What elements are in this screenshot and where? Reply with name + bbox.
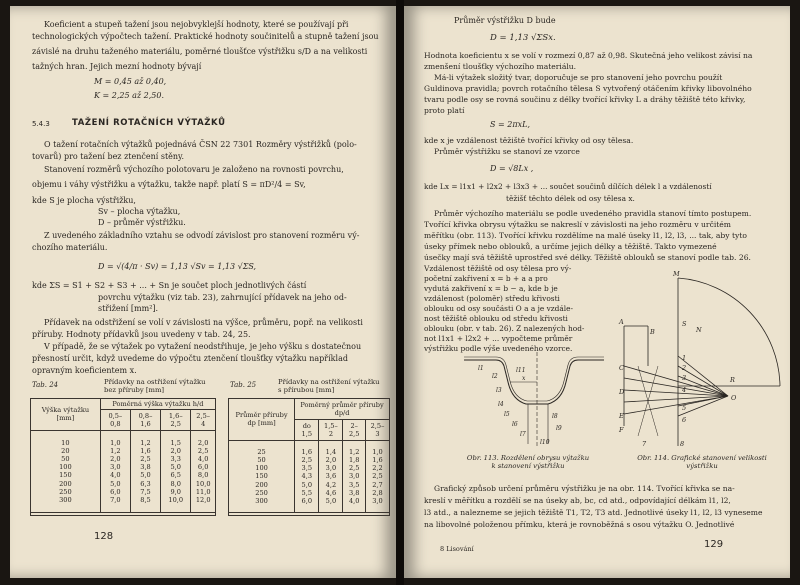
table-header: 2,5–3 [365, 419, 389, 440]
fig-label: F [619, 426, 624, 434]
table-column: 1,5 2,0 3,3 5,0 6,5 8,0 9,0 10,0 [161, 430, 191, 512]
fig-label: l8 [552, 413, 558, 420]
table-header: Poměrná výška výtažku h/d [100, 399, 215, 410]
table-24 [30, 398, 216, 516]
fig-label: l10 [540, 439, 550, 446]
page-number: 128 [94, 531, 114, 542]
page-number: 129 [704, 539, 724, 550]
right-page [404, 6, 790, 578]
paragraph-line: Sv – plocha výtažku, [98, 207, 181, 216]
fig-label: l5 [504, 411, 510, 418]
paragraph-line: Hodnota koeficientu x se volí v rozmezí 0,87 až 0,98. Skutečná jeho velikost závisí na [424, 51, 753, 60]
paragraph-line: V případě, že se výtažek po vytažení neodstřihuje, je jeho výšku s dostatečnou [44, 342, 362, 351]
fig-label: S [682, 320, 687, 328]
paragraph-line: Stanovení rozměrů výchozího polotovaru je založeno na rovnosti povrchu, [44, 165, 344, 174]
paragraph-line: objemu i váhy výstřižku a výtažku, takže např. platí S = πD²/4 = Sv, [32, 180, 306, 189]
formula: D = 1,13 √ΣSx. [490, 33, 556, 43]
paragraph-line: Guldinova pravidla; povrch rotačního tělesa S vytvořený otáčením křivky libovolného [424, 84, 752, 93]
fig-label: l11 [516, 367, 526, 374]
footer-signature: 8 Lisování [440, 545, 474, 553]
table-title: Přídavky na ostřižení výtažku [104, 378, 206, 386]
table-title: Přídavky na ostřižení výtažku [278, 378, 380, 386]
fig-label: 5 [682, 404, 687, 412]
paragraph-line: opravným koeficientem x. [32, 366, 137, 375]
paragraph-line: přesností určit, když uvedeme do výpočtu ztenčení tloušťky výtažku například [32, 354, 348, 363]
paragraph-line: vzdálenost (poloměr) středu křivosti [424, 294, 560, 303]
profile-curve-inner [464, 357, 604, 401]
figure-114 [618, 266, 786, 452]
table-title: bez příruby [mm] [104, 386, 165, 394]
paragraph-line: Má-li výtažek složitý tvar, doporučuje se pro stanovení jeho povrchu použít [434, 73, 723, 82]
paragraph-line: úsečky mají svá těžiště uprostřed své délky. Těžiště oblouků se stanoví podle tab. 26. [424, 253, 751, 262]
paragraph-line: na libovolné položenou přímku, která je rovnoběžná s osou výtažku O. Jednotlivé [424, 520, 735, 529]
formula: S = 2πxL, [490, 120, 530, 129]
paragraph-line: úseky přímek nebo oblouků, a určíme jejich délky a těžiště. Takto vymezené [424, 242, 717, 251]
fig-label: x [522, 375, 526, 382]
fig-label: l2 [492, 373, 498, 380]
paragraph-line: Z uvedeného základního vztahu se odvodí závislost pro stanovení rozměru vý- [44, 231, 360, 240]
fig-label: N [696, 326, 702, 334]
fig-label: 8 [680, 440, 685, 448]
table-header: 2–2,5 [343, 419, 366, 440]
table-column: 1,0 1,6 2,2 2,5 2,7 2,8 3,0 [365, 440, 389, 512]
paragraph-line: oblouku (obr. v tab. 26). Z nalezených hod- [424, 324, 585, 333]
formula: K = 2,25 až 2,50. [94, 91, 165, 100]
paragraph-line: Průměr výstřižku D bude [454, 16, 556, 25]
table-header: 1,6–2,5 [161, 410, 191, 431]
book-gutter [396, 0, 404, 585]
fig-label: C [619, 364, 624, 372]
fig-label: 6 [682, 416, 687, 424]
table-header: 1,5–2 [319, 419, 343, 440]
fig-label: 3 [682, 374, 687, 382]
paragraph-line: početní zakřivení x = b + a a pro [424, 274, 548, 283]
table-column: 1,2 1,8 2,5 3,0 3,5 3,8 4,0 [343, 440, 366, 512]
fig-label: l4 [498, 401, 504, 408]
paragraph-line: Tvořící křivka obrysu výtažku se nakreslí v závislosti na jeho rozměru v určitém [424, 220, 731, 229]
fig-label: O [731, 394, 737, 402]
table-label: Tab. 24 [32, 381, 59, 389]
fig-label: l9 [556, 425, 562, 432]
table-25 [228, 398, 390, 516]
table-header: Výška výtažku [mm] [31, 399, 101, 431]
table-header: Poměrný průměr příruby dp/d [295, 399, 390, 420]
fig-label: D [619, 388, 625, 396]
formula: D = √(4/π · Sv) = 1,13 √Sv = 1,13 √ΣS, [98, 262, 257, 271]
paragraph-line: střižení [mm²]. [98, 304, 159, 313]
fig-label: l1 [478, 365, 484, 372]
paragraph-line: chozího materiálu. [32, 243, 108, 252]
paragraph-line: povrchu výtažku (viz tab. 23), zahrnující přídavek na jeho od- [98, 293, 347, 302]
arc-curve [678, 278, 780, 386]
table-column: 1,6 2,5 3,5 4,3 5,0 5,5 6,0 [295, 440, 319, 512]
paragraph-line: Průměr výstřižku se stanoví ze vzorce [434, 147, 580, 156]
figure-caption: Obr. 114. Grafické stanovení velikosti výstřižku [637, 454, 767, 470]
table-column: 1,4 2,0 3,0 3,6 4,2 4,6 5,0 [319, 440, 343, 512]
paragraph-line: měřítku (obr. 113). Tvořící křivku rozdělíme na malé úseky l1, l2, l3, ... tak, aby tyto [424, 231, 747, 240]
table-header: 0,8–1,6 [130, 410, 160, 431]
table-title: s přírubou [mm] [278, 386, 335, 394]
formula: M = 0,45 až 0,40, [94, 77, 167, 86]
fig-label: E [619, 412, 624, 420]
fig-label: A [619, 318, 624, 326]
table-header: Průměr příruby dp [mm] [229, 399, 295, 441]
table-header: 2,5–4 [191, 410, 216, 431]
left-page [10, 6, 396, 578]
formula: D = √8Lx , [490, 164, 534, 173]
paragraph-line: Vzdálenost těžiště od osy tělesa pro vý- [424, 264, 572, 273]
paragraph-line: tažných hran. Jejich mezní hodnoty bývají [32, 62, 202, 71]
paragraph-line: oblouku od osy součásti O a a je vzdále- [424, 304, 574, 313]
paragraph-line: tvaru podle osy se rovná součinu z délky tvořící křivky L a dráhy těžiště této křivky, [424, 95, 746, 104]
paragraph-line: kde Lx = l1x1 + l2x2 + l3x3 + ... součet součinů dílčích délek l a vzdáleností [424, 182, 712, 191]
table-header: do 1,5 [295, 419, 319, 440]
paragraph-line: technologických výpočtech tažení. Praktické hodnoty součinitelů a stupně tažení jsou [32, 32, 379, 41]
paragraph-line: závislé na druhu taženého materiálu, poměrné tloušťce výstřižku s/D a na velikosti [32, 47, 368, 56]
paragraph-line: Přídavek na odstřižení se volí v závislosti na výšce, průměru, popř. na velikosti [44, 318, 363, 327]
paragraph-line: kde ΣS = S1 + S2 + S3 + ... + Sn je součet ploch jednotlivých částí [32, 281, 307, 290]
paragraph-line: kreslí v měřítku a rozdělí se na úseky ab, bc, cd atd., odpovídající délkám l1, l2, [424, 496, 731, 505]
paragraph-line: O tažení rotačních výtažků pojednává ČSN 22 7301 Rozměry výstřižků (polo- [44, 140, 357, 149]
paragraph-line: l3 atd., a nalezneme se jejich těžiště T1, T2, T3 atd. Jednotlivé úseky l1, l2, l3 vyneseme [424, 508, 763, 517]
fig-label: l3 [496, 387, 502, 394]
paragraph-line: kde S je plocha výstřižku, [32, 196, 136, 205]
paragraph-line: Průměr výchozího materiálu se podle uvedeného pravidla stanoví tímto postupem. [434, 209, 752, 218]
paragraph-line: nost těžiště oblouku od středu křivosti [424, 314, 568, 323]
paragraph-line: Koeficient a stupeň tažení jsou nejobvyklejší hodnoty, které se používají při [44, 20, 349, 29]
paragraph-line: vydutá zakřivení x = b − a, kde b je [424, 284, 558, 293]
fig-label: B [650, 328, 655, 336]
fig-label: 2 [682, 364, 687, 372]
fig-label: 7 [642, 440, 647, 448]
paragraph-line: příruby. Hodnoty přídavků jsou uvedeny v tab. 24, 25. [32, 330, 251, 339]
fig-label: 4 [682, 386, 687, 394]
table-column: 25 50 100 150 200 250 300 [229, 440, 295, 512]
paragraph-line: kde x je vzdálenost těžiště tvořící křivky od osy tělesa. [424, 136, 634, 145]
paragraph-line: proto platí [424, 106, 465, 115]
fig-label: l6 [512, 421, 518, 428]
figure-113 [456, 352, 606, 452]
paragraph-line: D – průměr výstřižku. [98, 218, 186, 227]
figure-caption: Obr. 113. Rozdělení obrysu výtažku k stanovení výstřižku [466, 454, 590, 470]
paragraph-line: Grafický způsob určení průměru výstřižku je na obr. 114. Tvořící křivka se na- [434, 484, 735, 493]
table-label: Tab. 25 [230, 381, 257, 389]
table-column: 2,0 2,5 4,0 6,0 8,0 10,0 11,0 12,0 [191, 430, 216, 512]
paragraph-line: zmenšení tloušťky výchozího materiálu. [424, 62, 577, 71]
table-column: 1,2 1,6 2,5 3,8 5,0 6,3 7,5 8,5 [130, 430, 160, 512]
table-column: 10 20 50 100 150 200 250 300 [31, 430, 101, 512]
fig-label: l7 [520, 431, 526, 438]
section-number: 5.4.3 [32, 120, 50, 128]
paragraph-line: těžišť těchto délek od osy tělesa x. [506, 194, 635, 203]
fig-label: R [730, 376, 735, 384]
paragraph-line: tovarů) pro tažení bez ztenčení stěny. [32, 152, 185, 161]
fig-label: M [673, 270, 680, 278]
section-title: TAŽENÍ ROTAČNÍCH VÝTAŽKŮ [72, 118, 226, 128]
fig-label: 1 [682, 354, 687, 362]
table-header: 0,5–0,8 [100, 410, 130, 431]
table-column: 1,0 1,2 2,0 3,0 4,0 5,0 6,0 7,0 [100, 430, 130, 512]
paragraph-line: not l1x1 + l2x2 + ... vypočteme průměr [424, 334, 573, 343]
paragraph-line: výstřižku podle výše uvedeného vzorce. [424, 344, 573, 353]
